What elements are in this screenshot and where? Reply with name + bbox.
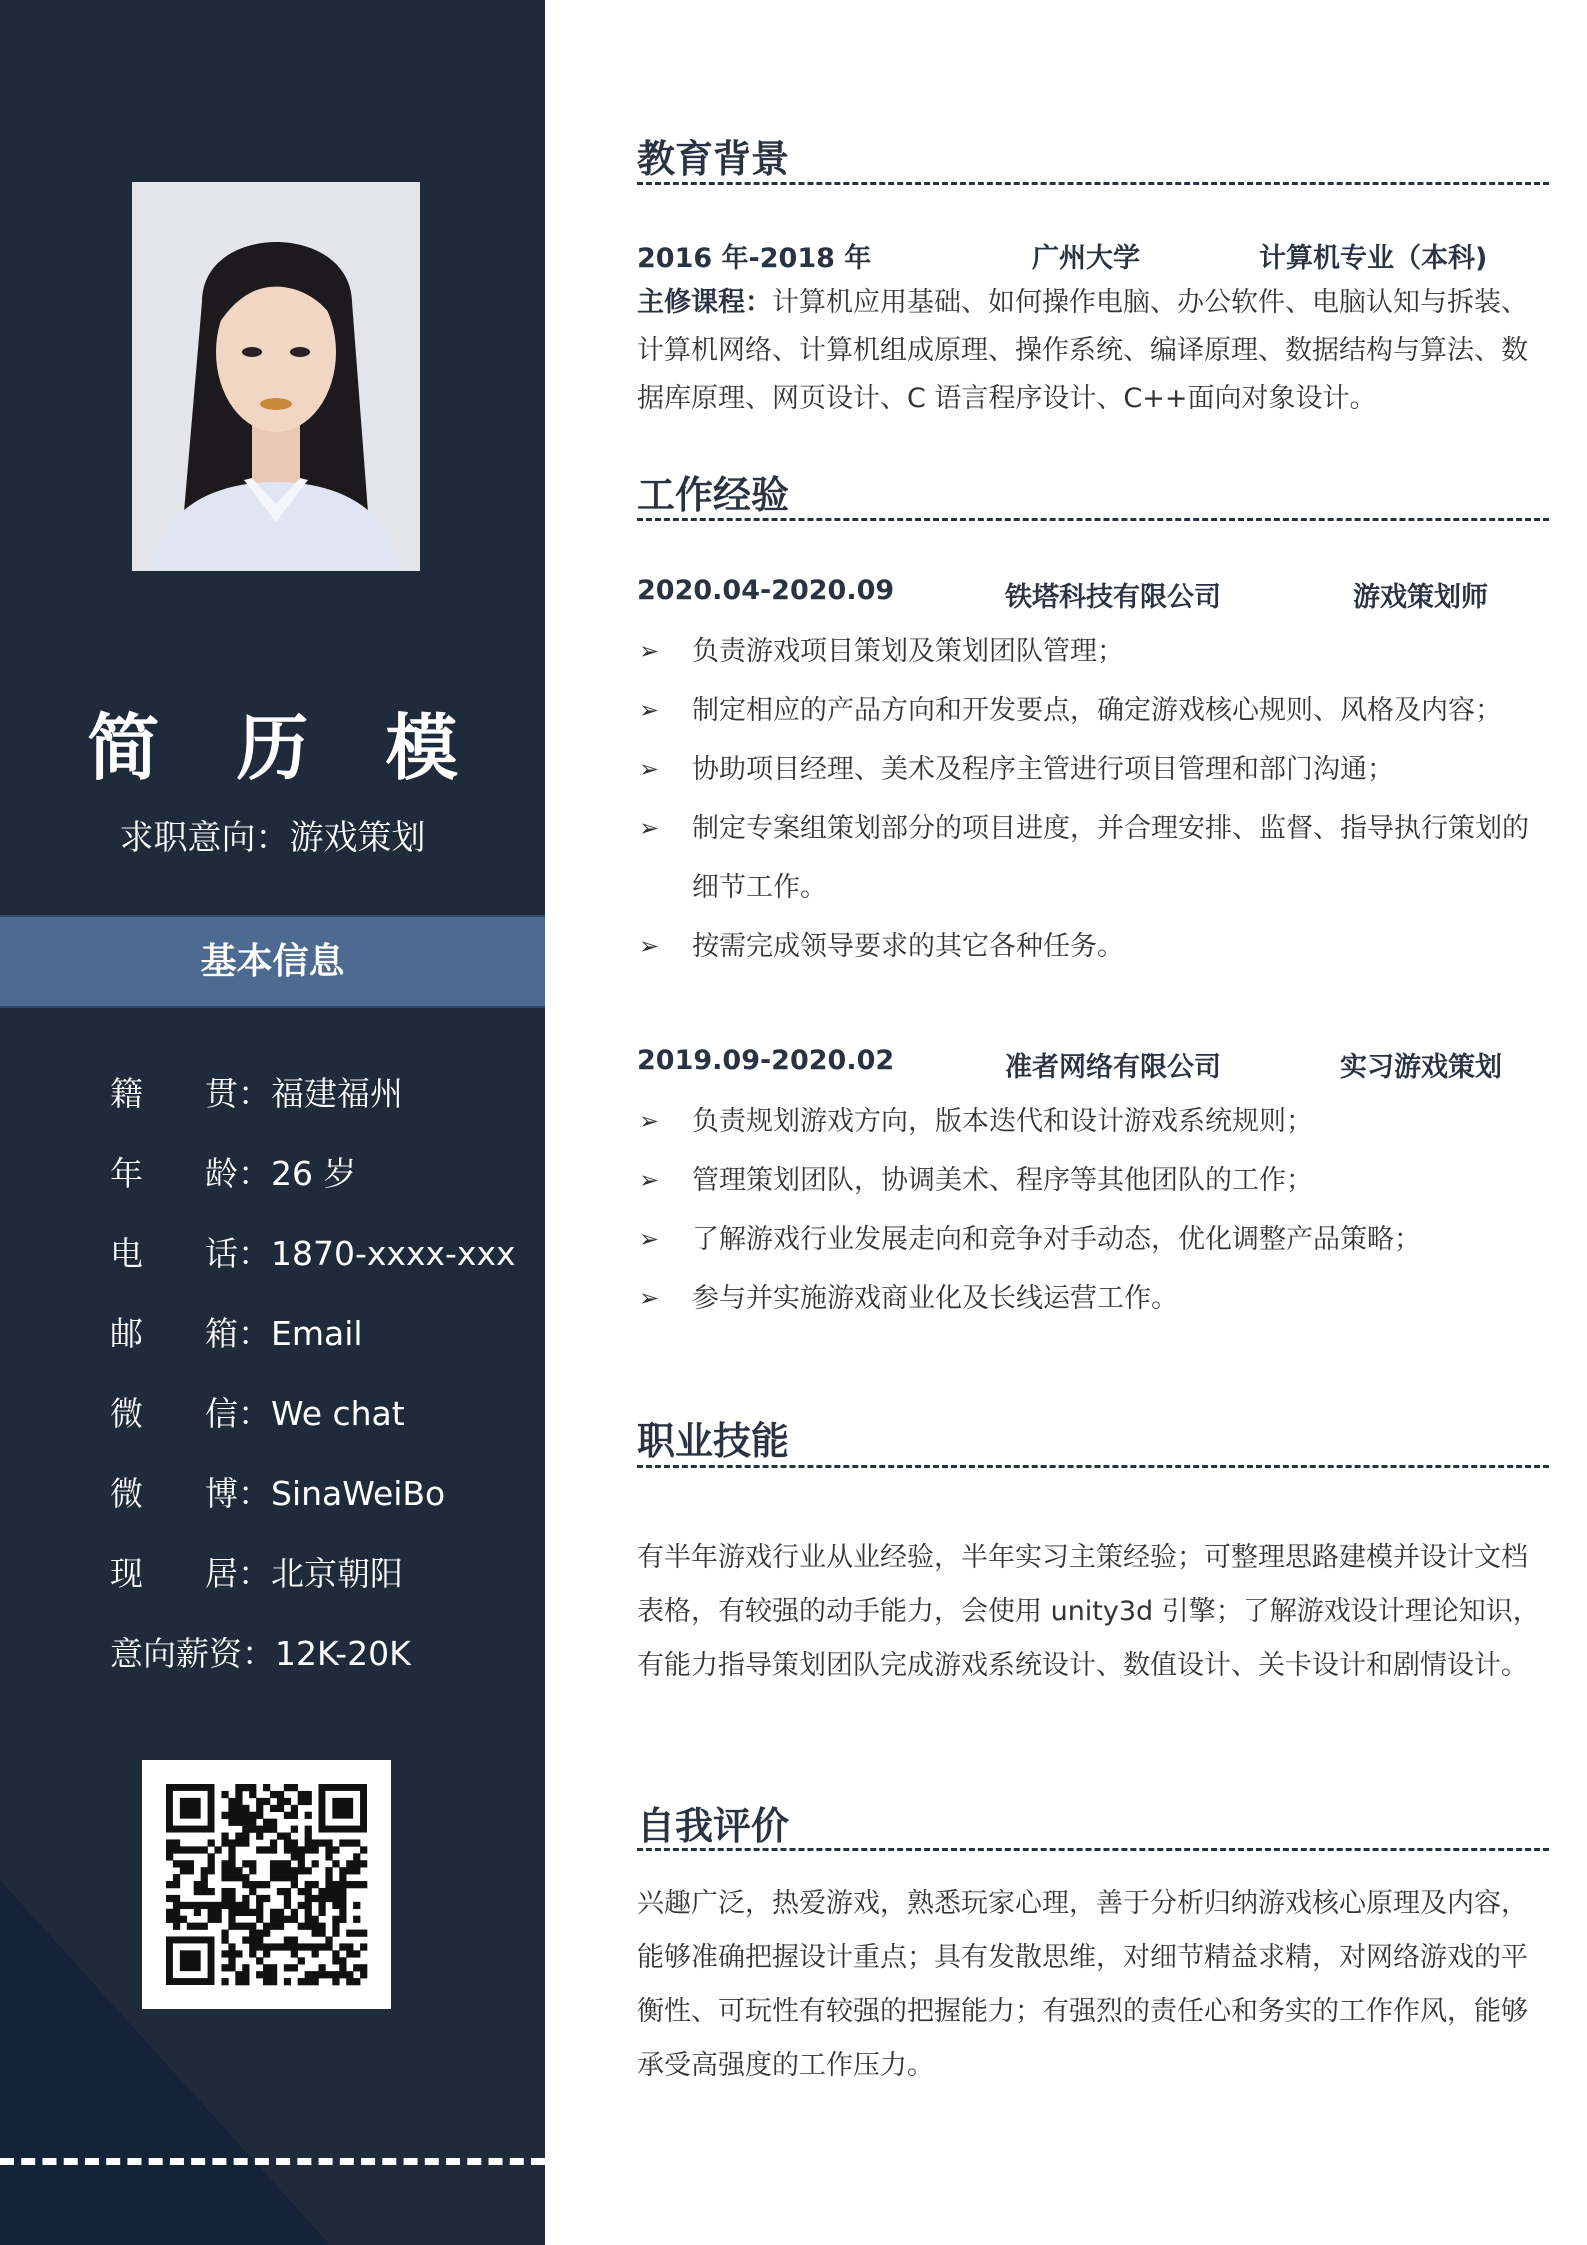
job-row — [637, 1045, 1549, 1081]
qr-code-icon — [142, 1760, 391, 2009]
arrow-bullet-icon: ➢ — [639, 1225, 660, 1253]
job-duties — [637, 622, 1549, 976]
arrow-bullet-icon: ➢ — [639, 1284, 660, 1312]
duty-item — [637, 1210, 1549, 1269]
job-duties — [637, 1092, 1549, 1328]
education-courses — [637, 279, 1549, 423]
info-item-email — [110, 1308, 516, 1388]
info-sep: ： — [238, 1314, 271, 1353]
duty-text: 制定专案组策划部分的项目进度，并合理安排、监督、指导执行策划的细节工作。 — [692, 813, 1529, 903]
info-label: 年龄 — [110, 1154, 238, 1193]
section-title-skills: 职业技能 — [637, 1419, 790, 1463]
education-row — [637, 236, 1549, 272]
arrow-bullet-icon: ➢ — [639, 637, 660, 665]
job-period: 2020.04-2020.09 — [637, 575, 895, 606]
info-label: 意向薪资 — [110, 1634, 242, 1673]
dashed-divider — [0, 2158, 545, 2165]
courses-text: 计算机应用基础、如何操作电脑、办公软件、电脑认知与拆装、计算机网络、计算机组成原理、操作系统、编译原理、数据结构与算法、数据库原理、网页设计、C 语言程序设计、C++面向对象设计。 — [637, 287, 1528, 414]
skills-text: 有半年游戏行业从业经验，半年实习主策经验；可整理思路建模并设计文档表格，有较强的动手能力，会使用 unity3d 引擎；了解游戏设计理论知识，有能力指导策划团队完成游戏系统设计、数值设计、关卡设计和剧情设计。 — [637, 1542, 1540, 1681]
duty-text: 协助项目经理、美术及程序主管进行项目管理和部门沟通； — [692, 754, 1394, 785]
info-item-wechat — [110, 1388, 516, 1468]
job-company: 准者网络有限公司 — [1005, 1052, 1221, 1083]
duty-text: 参与并实施游戏商业化及长线运营工作。 — [692, 1283, 1178, 1314]
portrait-photo — [132, 182, 420, 571]
duty-text: 管理策划团队，协调美术、程序等其他团队的工作； — [692, 1165, 1313, 1196]
info-sep: ： — [238, 1154, 271, 1193]
info-value: 26 岁 — [271, 1154, 357, 1193]
education-major: 计算机专业（本科) — [1259, 243, 1488, 274]
basic-info-heading: 基本信息 — [200, 941, 345, 982]
candidate-name: 简 历 模 — [87, 706, 484, 790]
info-sep: ： — [242, 1634, 275, 1673]
arrow-bullet-icon: ➢ — [639, 1107, 660, 1135]
job-intent-value: 游戏策划 — [289, 818, 426, 858]
basic-info-band — [0, 915, 545, 1008]
education-period: 2016 年-2018 年 — [637, 243, 872, 274]
info-label: 现居 — [110, 1554, 238, 1593]
courses-label: 主修课程： — [637, 287, 772, 318]
duty-text: 负责游戏项目策划及策划团队管理； — [692, 636, 1124, 667]
duty-text: 按需完成领导要求的其它各种任务。 — [692, 931, 1124, 962]
job-period: 2019.09-2020.02 — [637, 1045, 895, 1076]
info-item-weibo — [110, 1468, 516, 1548]
info-item-salary — [110, 1628, 516, 1708]
job-role: 游戏策划师 — [1353, 582, 1488, 613]
info-value: SinaWeiBo — [271, 1474, 446, 1513]
arrow-bullet-icon: ➢ — [639, 814, 660, 842]
sidebar — [0, 0, 545, 2245]
duty-item — [637, 681, 1549, 740]
arrow-bullet-icon: ➢ — [639, 1166, 660, 1194]
arrow-bullet-icon: ➢ — [639, 696, 660, 724]
info-label: 邮箱 — [110, 1314, 238, 1353]
arrow-bullet-icon: ➢ — [639, 932, 660, 960]
duty-item — [637, 622, 1549, 681]
info-item-residence — [110, 1548, 516, 1628]
info-sep: ： — [238, 1394, 271, 1433]
duty-item — [637, 1269, 1549, 1328]
section-rule — [637, 518, 1549, 521]
info-value: 1870-xxxx-xxx — [271, 1234, 516, 1273]
section-rule — [637, 1465, 1549, 1468]
job-company: 铁塔科技有限公司 — [1005, 582, 1221, 613]
info-label: 微信 — [110, 1394, 238, 1433]
arrow-bullet-icon: ➢ — [639, 755, 660, 783]
self-eval-text: 兴趣广泛，热爱游戏，熟悉玩家心理，善于分析归纳游戏核心原理及内容，能够准确把握设计重点；具有发散思维，对细节精益求精，对网络游戏的平衡性、可玩性有较强的把握能力；有强烈的责任心和务实的工作作风，能够承受高强度的工作压力。 — [637, 1888, 1528, 2081]
duty-item — [637, 1092, 1549, 1151]
section-rule — [637, 182, 1549, 185]
info-label: 微博 — [110, 1474, 238, 1513]
duty-text: 制定相应的产品方向和开发要点，确定游戏核心规则、风格及内容； — [692, 695, 1502, 726]
duty-text: 负责规划游戏方向，版本迭代和设计游戏系统规则； — [692, 1106, 1313, 1137]
duty-item — [637, 740, 1549, 799]
section-title-education: 教育背景 — [637, 137, 790, 181]
info-label: 电话 — [110, 1234, 238, 1273]
info-item-phone — [110, 1228, 516, 1308]
education-school: 广州大学 — [1032, 243, 1140, 274]
duty-text: 了解游戏行业发展走向和竞争对手动态，优化调整产品策略； — [692, 1224, 1421, 1255]
info-sep: ： — [238, 1474, 271, 1513]
duty-item — [637, 917, 1549, 976]
section-rule — [637, 1848, 1549, 1851]
info-value: Email — [271, 1314, 363, 1353]
info-value: 福建福州 — [271, 1074, 403, 1113]
info-sep: ： — [238, 1074, 271, 1113]
info-value: 12K-20K — [275, 1634, 411, 1673]
info-sep: ： — [238, 1234, 271, 1273]
info-label: 籍贯 — [110, 1074, 238, 1113]
duty-item — [637, 1151, 1549, 1210]
section-title-self-eval: 自我评价 — [637, 1804, 790, 1848]
info-item-age — [110, 1148, 516, 1228]
job-intent — [0, 810, 545, 859]
job-role: 实习游戏策划 — [1340, 1052, 1502, 1083]
info-item-hometown — [110, 1068, 516, 1148]
basic-info-list — [110, 1068, 516, 1708]
info-value: 北京朝阳 — [271, 1554, 403, 1593]
job-row — [637, 575, 1549, 611]
section-title-work: 工作经验 — [637, 473, 790, 517]
info-sep: ： — [238, 1554, 271, 1593]
duty-item — [637, 799, 1549, 917]
info-value: We chat — [271, 1394, 405, 1433]
job-intent-label: 求职意向： — [119, 818, 290, 858]
